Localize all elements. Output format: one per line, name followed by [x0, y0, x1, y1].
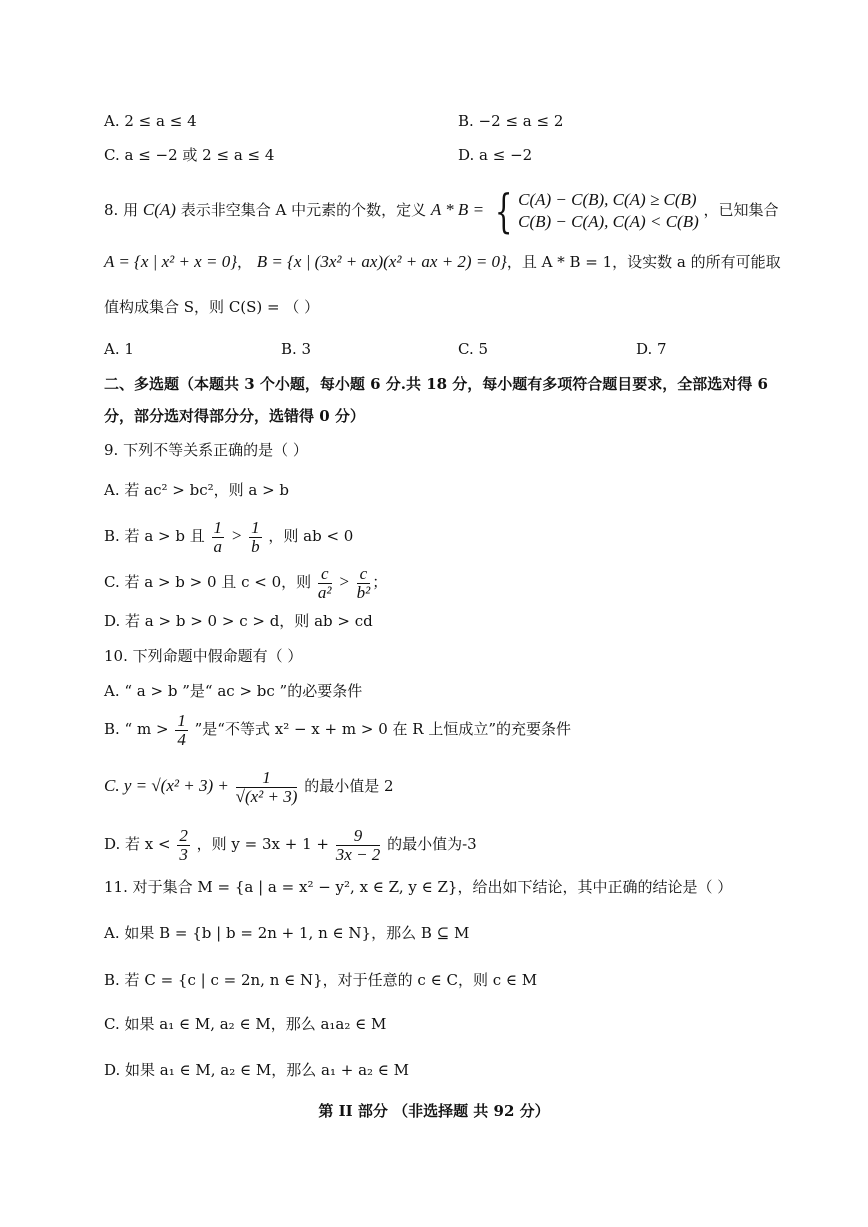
q8-option-c: C. 5 [458, 340, 489, 358]
q10-option-a: A. “ a > b ”是“ ac > bc ”的必要条件 [104, 682, 363, 700]
q7-option-a: A. 2 ≤ a ≤ 4 [104, 112, 197, 130]
q10-d-mid: ，则 y = 3x + 1 + [196, 835, 329, 853]
q10-b-pre: B. “ m > [104, 720, 169, 738]
q8-case-1: C(A) − C(B), C(A) ≥ C(B) [518, 190, 697, 209]
q8-prefix: 8. 用 [104, 201, 139, 219]
section2-heading-line1: 二、多选题（本题共 3 个小题，每小题 6 分.共 18 分，每小题有多项符合题目要求，全部选对得 6 [104, 375, 768, 393]
q9-stem: 9. 下列不等关系正确的是（ ） [104, 441, 308, 459]
q10-stem: 10. 下列命题中假命题有（ ） [104, 647, 303, 665]
q8-brace: { [494, 184, 513, 238]
q11-option-a: A. 如果 B = {b | b = 2n + 1, n ∈ N}，那么 B ⊆ M [104, 924, 470, 942]
q7-option-c: C. a ≤ −2 或 2 ≤ a ≤ 4 [104, 146, 275, 164]
q9-option-d: D. 若 a > b > 0 > c > d，则 ab > cd [104, 612, 373, 630]
q11-stem: 11. 对于集合 M = {a | a = x² − y², x ∈ Z, y ∈ Z}，给出如下结论，其中正确的结论是（ ） [104, 878, 733, 896]
q9-c-pre: C. 若 a > b > 0 且 c < 0，则 [104, 573, 312, 591]
section2-heading-line2: 分，部分选对得部分分，选错得 0 分） [104, 407, 365, 425]
q10-option-c [104, 764, 394, 808]
q9-b-frac-right: $\frac{1}{b}$ [251, 517, 260, 556]
q8-tail: ，且 A * B = 1，设实数 a 的所有可能取 [506, 253, 781, 271]
q8-option-d: D. 7 [636, 340, 667, 358]
q9-option-a: A. 若 ac² > bc²，则 a > b [104, 481, 290, 499]
q10-b-frac: $\frac{1}{4}$ [177, 710, 186, 749]
q8-ca: C(A) [142, 200, 176, 219]
q7-option-b: B. −2 ≤ a ≤ 2 [458, 112, 564, 130]
q8-suffix: ，已知集合 [703, 201, 779, 219]
q10-c-pre: C. y = √(x² + 3) + [104, 776, 229, 795]
q10-d-pre: D. 若 x < [104, 835, 171, 853]
q11-option-b: B. 若 C = {c | c = 2n, n ∈ N}，对于任意的 c ∈ C，则 c ∈ M [104, 971, 538, 989]
q9-c-frac-left: $\frac{c}{\text{a²}}$ [317, 563, 332, 602]
q8-mid: 表示非空集合 A 中元素的个数，定义 [180, 201, 427, 219]
q10-d-frac-x: $\frac{2}{3}$ [179, 825, 188, 864]
q10-option-d [104, 822, 477, 866]
q8-option-b: B. 3 [281, 340, 312, 358]
q8-set-a: A = {x | x² + x = 0} [104, 252, 237, 271]
part2-heading: 第 II 部分 （非选择题 共 92 分） [318, 1102, 550, 1120]
q8-astarb: A * B = [430, 200, 485, 219]
q9-c-post: ； [372, 573, 388, 591]
q10-c-frac: $\frac{1}{\text{√(x² + 3)}}$ [235, 767, 298, 806]
q10-c-post: 的最小值是 2 [304, 777, 394, 795]
q9-b-frac-left: $\frac{1}{a}$ [213, 517, 223, 556]
q9-c-frac-right: $\frac{c}{\text{b²}}$ [356, 563, 371, 602]
q8-line3: 值构成集合 S，则 C(S) = （ ） [104, 298, 320, 316]
q9-b-pre: B. 若 a > b 且 [104, 527, 205, 545]
q8-line2: A = {x | x² + x = 0}， B = {x | (3x² + ax)(x² + ax + 2) = 0}，且 A * B = 1，设实数 a 的所有可能取 [104, 252, 781, 271]
q10-d-post: 的最小值为-3 [387, 835, 477, 853]
q11-option-c: C. 如果 a₁ ∈ M, a₂ ∈ M，那么 a₁a₂ ∈ M [104, 1015, 387, 1033]
q10-d-frac-y: $\frac{9}{3x - 2}$ [335, 825, 381, 864]
q8-option-a: A. 1 [104, 340, 134, 358]
q9-b-post: ，则 ab < 0 [268, 527, 354, 545]
q8-cases [518, 189, 699, 233]
q8-set-b: B = {x | (3x² + ax)(x² + ax + 2) = 0} [256, 252, 507, 271]
q9-option-c: C. 若 a > b > 0 且 c < 0，则 $\frac{c}{\text{a²}}$ > $\frac{c}{\text{b²}}$ ； [104, 563, 388, 602]
q10-option-b [104, 709, 571, 749]
q9-option-b: B. 若 a > b 且 $\frac{1}{a}$ > $\frac{1}{b}$ ，则 ab < 0 [104, 517, 354, 556]
q11-option-d: D. 如果 a₁ ∈ M, a₂ ∈ M，那么 a₁ + a₂ ∈ M [104, 1061, 410, 1079]
q10-b-post: ”是“不等式 x² − x + m > 0 在 R 上恒成立”的充要条件 [194, 720, 572, 738]
q8-line1 [104, 184, 779, 238]
q7-option-d: D. a ≤ −2 [458, 146, 533, 164]
q8-case-2: C(B) − C(A), C(A) < C(B) [518, 212, 699, 231]
